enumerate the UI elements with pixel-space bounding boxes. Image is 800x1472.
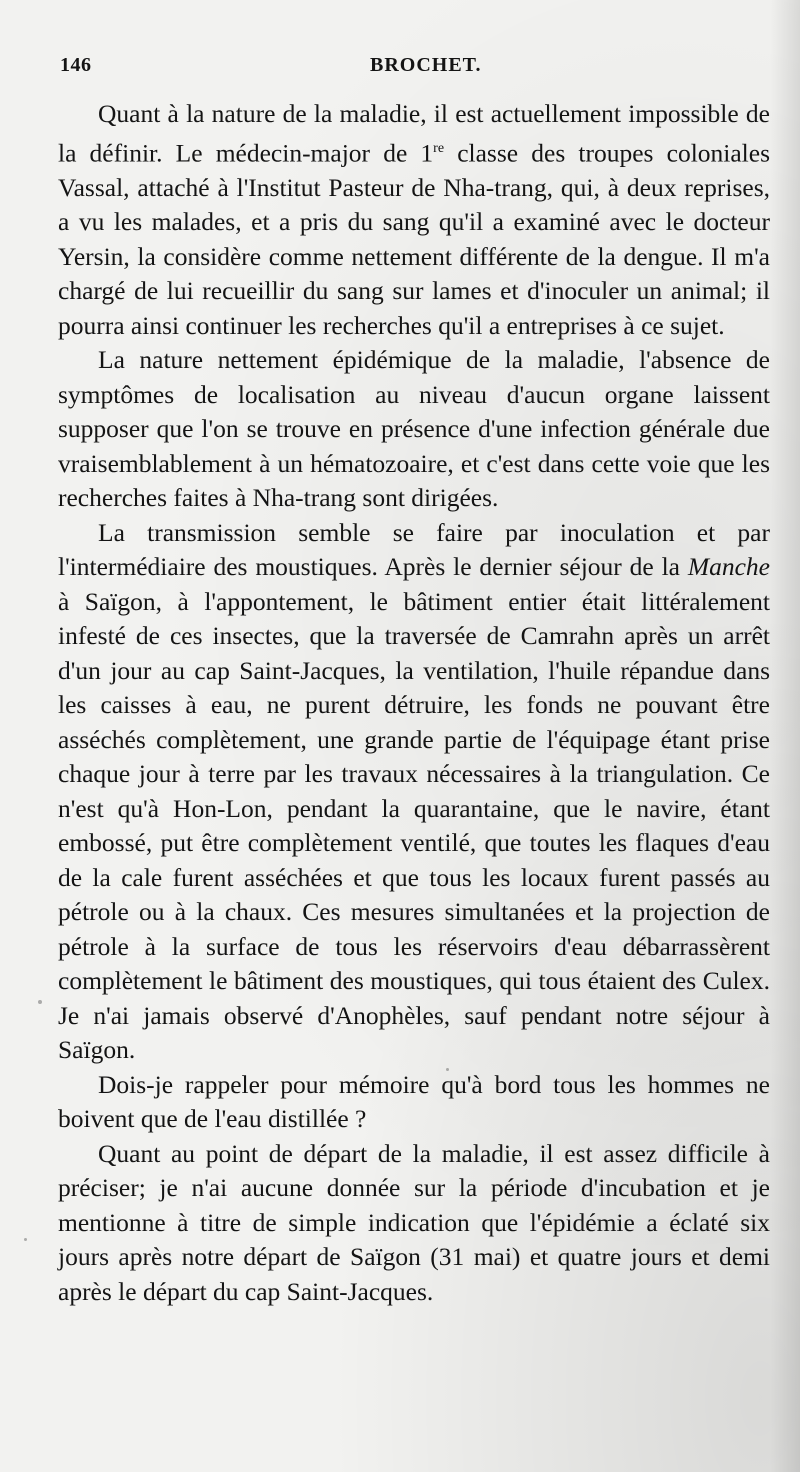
paragraph-text: à Saïgon, à l'appontement, le bâtiment entier était littéralement infesté de ces insectes, que la traversée de Camrahn après un arrêt d'un jour au cap Saint-Jacques, la ventilation, l'huile répandue dans les caisses à eau, ne purent détruire, les fonds ne pouvant être asséchés complètement, une grande partie de l'équipage étant prise chaque jour à terre par les travaux nécessaires à la triangulation. Ce n'est qu'à Hon-Lon, pendant la quarantaine, que le navire, étant embossé, put être complètement ventilé, que toutes les flaques d'eau de la cale furent asséchées et que tous les locaux furent passés au pétrole ou à la chaux. Ces mesures simultanées et la projection de pétrole à la surface de tous les réservoirs d'eau débarrassèrent complètement le bâtiment des moustiques, qui tous étaient des Culex. Je n'ai jamais observé d'Anophèles, sauf pendant notre séjour à Saïgon. (58, 586, 770, 1064)
superscript: re (433, 140, 445, 156)
paragraph-point-depart: Quant au point de départ de la maladie, il est assez difficile à préciser; je n'ai aucune donnée sur la période d'incubation et je mentionne à titre de simple indication que l'épidémie a éclaté six jours après notre départ de Saïgon (31 mai) et quatre jours et demi après le départ du cap Saint-Jacques. (58, 1138, 770, 1306)
page-header (60, 54, 750, 88)
paragraph-text: La transmission semble se faire par inoculation et par l'intermédiaire des moustiques. Après le dernier séjour de la (58, 517, 770, 581)
paper-speck (38, 1000, 42, 1004)
paragraph-transmission (58, 516, 770, 1068)
paper-speck (24, 1238, 27, 1241)
paragraph-nature-epidemique: La nature nettement épidémique de la maladie, l'absence de symptômes de localisation au niveau d'aucun organe laissent supposer que l'on se trouve en présence d'une infection générale due vraisemblablement à un hématozoaire, et c'est dans cette voie que les recherches faites à Nha-trang sont dirigées. (58, 345, 770, 512)
page-number: 146 (60, 54, 92, 76)
paragraph-eau-distillee: Dois-je rappeler pour mémoire qu'à bord tous les hommes ne boivent que de l'eau distillée ? (58, 1069, 770, 1133)
paragraph-text: Quant à la nature de la maladie, il est actuellement impossible de la définir. Le médecin-major de 1 (58, 99, 770, 167)
paragraph-nature-maladie (58, 97, 770, 343)
body-text (58, 97, 770, 1309)
page-edge-shadow (770, 0, 800, 1472)
ship-name: Manche (687, 552, 770, 581)
running-title: BROCHET. (370, 54, 482, 76)
paragraph-text: classe des troupes coloniales Vassal, attaché à l'Institut Pasteur de Nha-trang, qui, à deux reprises, a vu les malades, et a pris du sang qu'il a examiné avec le docteur Yersin, la considère comme nettement différente de la dengue. Il m'a chargé de lui recueillir du sang sur lames et d'inoculer un animal; il pourra ainsi continuer les recherches qu'il a entreprises à ce sujet. (58, 138, 771, 340)
